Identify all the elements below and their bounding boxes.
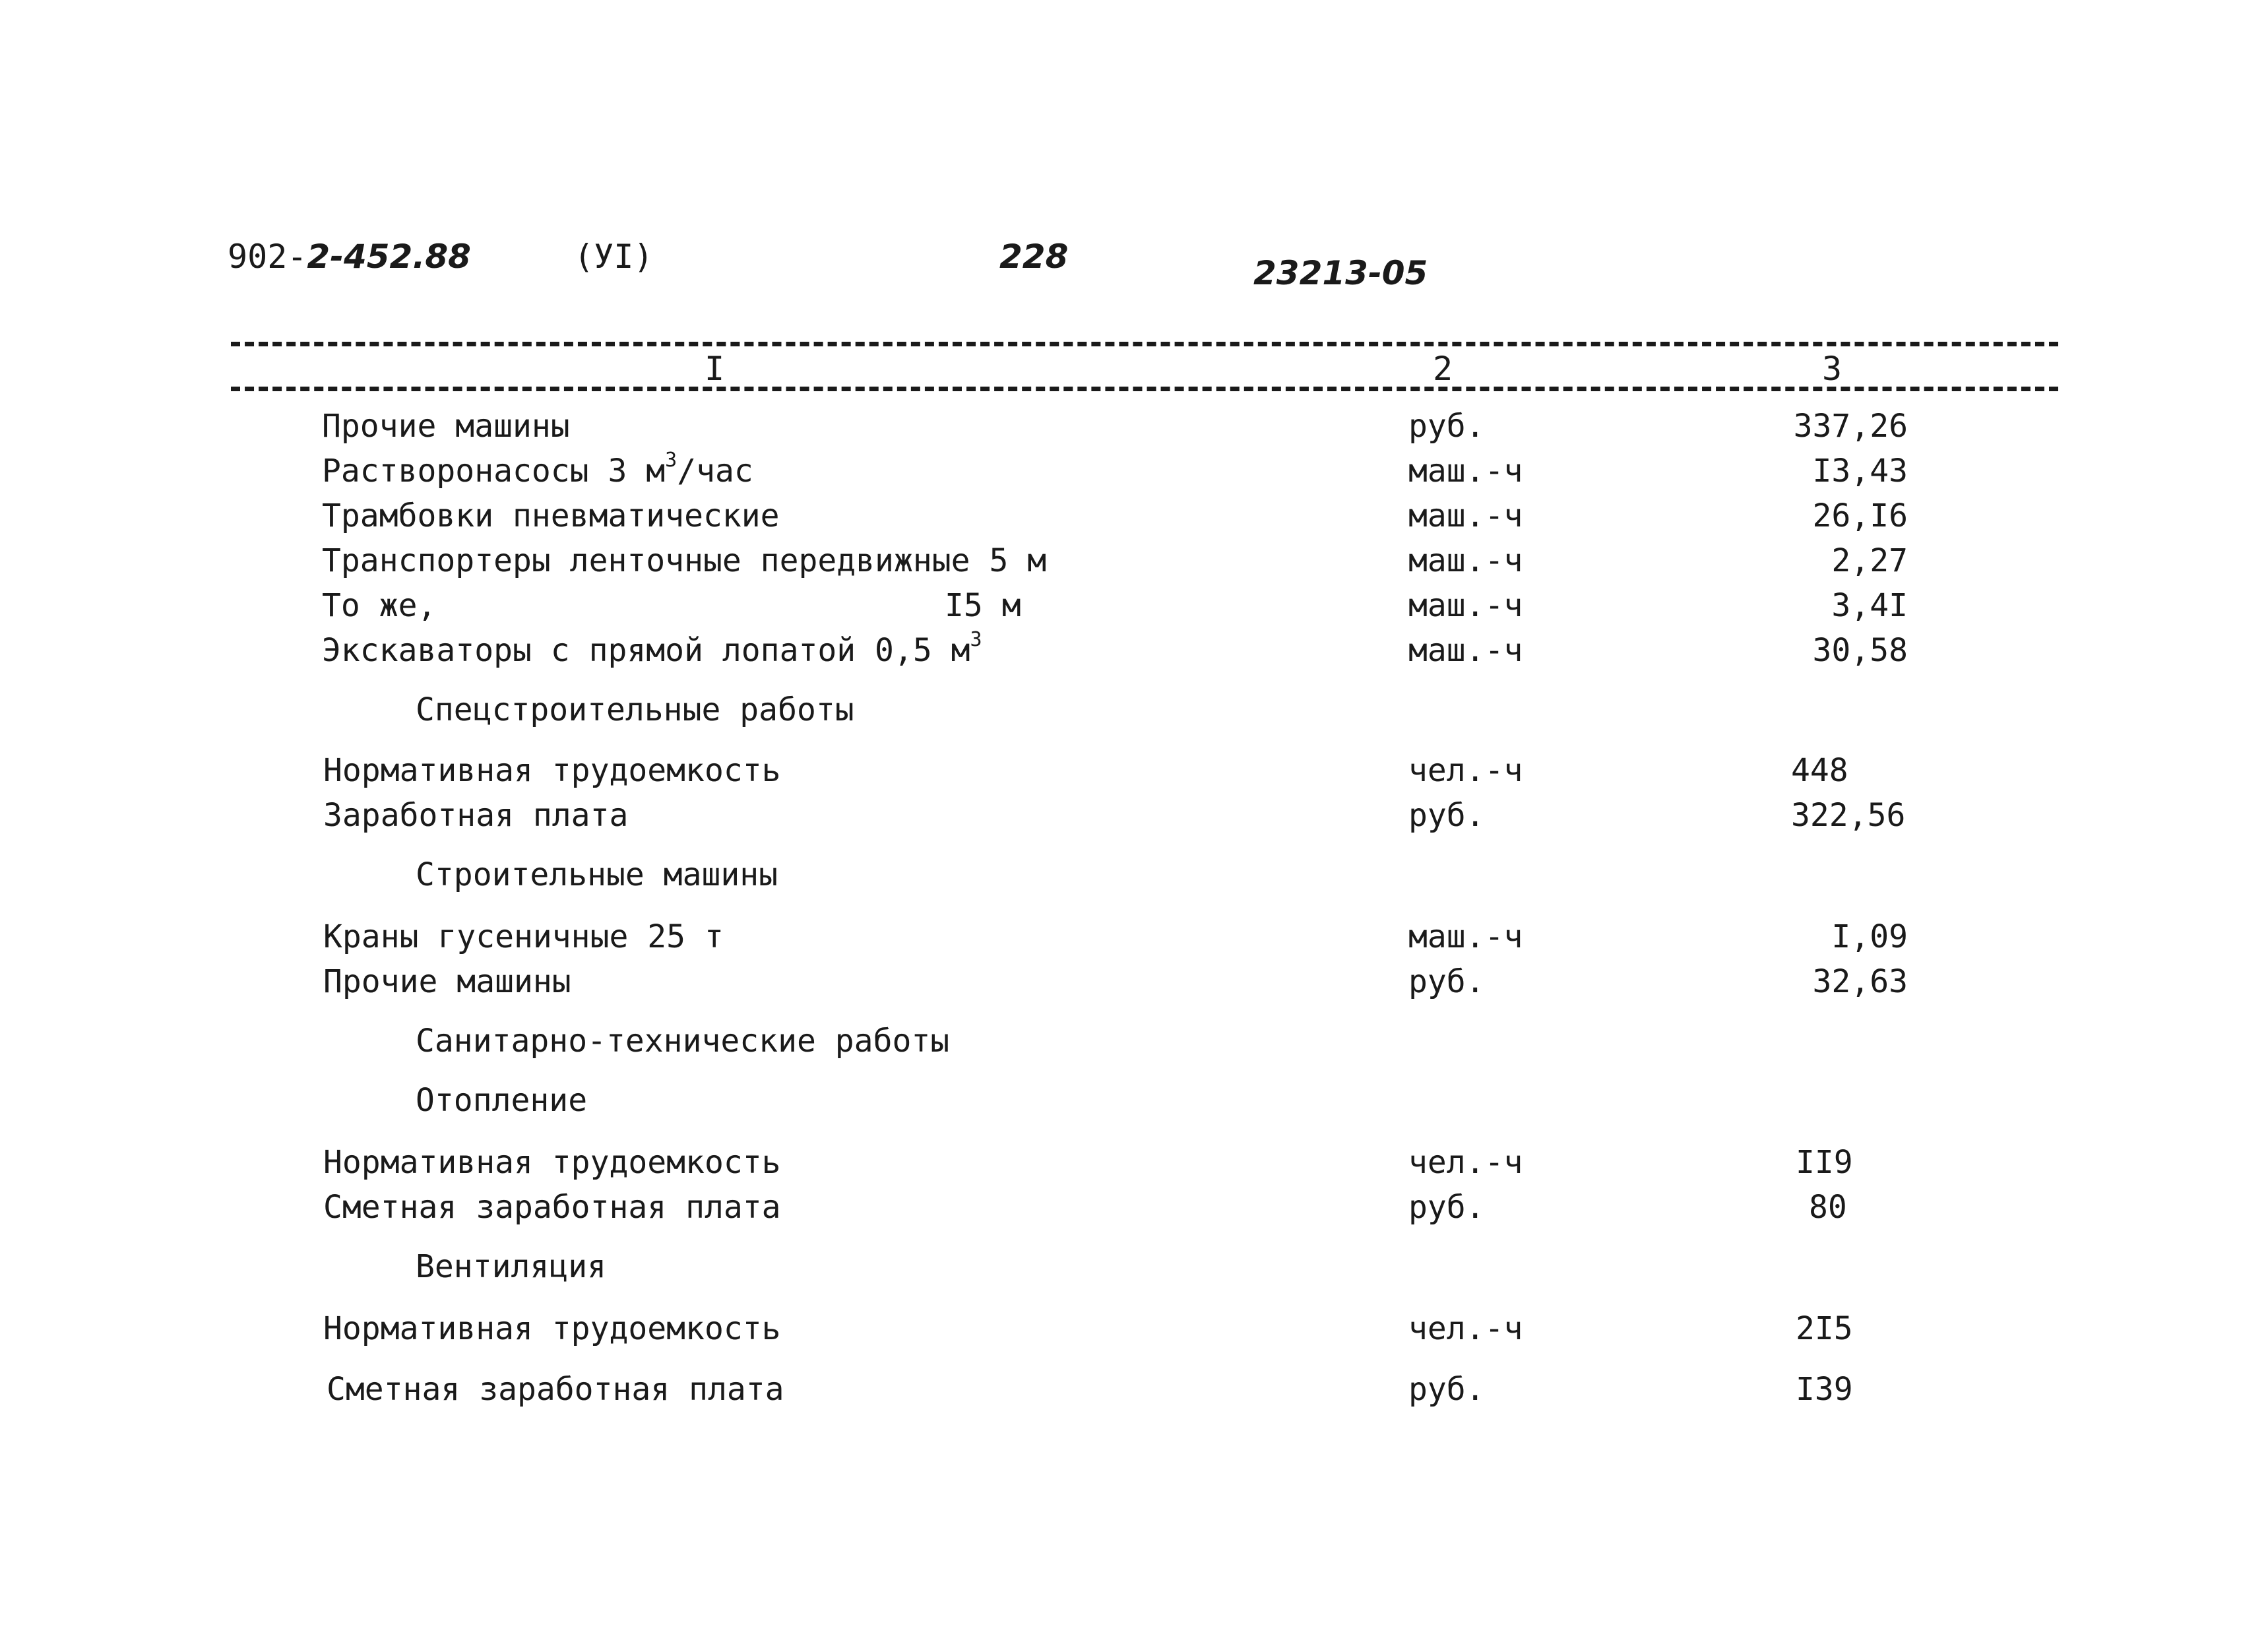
table-row [0,1189,2268,1235]
table-row [0,628,2268,678]
table-top-rule [231,342,2058,346]
table-row [0,963,2268,1009]
column-number-1: I [705,350,725,388]
column-number-3: 3 [1822,350,1843,388]
document-code-handwritten: 2-452.88 [307,238,471,276]
row-value: 2I5 [1796,1310,1853,1347]
row-name: Прочие машины [323,963,571,1000]
row-unit: чел.-ч [1408,752,1523,789]
table-row [0,449,2268,499]
row-unit: чел.-ч [1408,1310,1523,1347]
table-row [0,1371,2268,1417]
row-unit: маш.-ч [1408,587,1523,624]
row-name: Прочие машины [322,408,570,445]
row-value: I,09 [1831,918,1908,955]
table-row [0,587,2268,633]
row-name: Нормативная трудоемкость [323,752,781,789]
row-name: Транспортеры ленточные передвижные 5 м [322,542,1047,579]
table-row [0,1144,2268,1190]
row-unit: маш.-ч [1408,632,1523,669]
row-name: Нормативная трудоемкость [323,1310,781,1347]
section-title-machines: Строительные машины [416,856,778,893]
table-row [0,918,2268,965]
row-value: 322,56 [1791,797,1906,834]
page-number: 228 [999,238,1069,276]
row-unit: чел.-ч [1408,1144,1523,1181]
row-value: 337,26 [1793,408,1908,445]
row-value: 80 [1809,1189,1847,1226]
table-row [0,408,2268,454]
row-name: Заработная плата [323,797,629,834]
section-title-heating: Отопление [416,1082,588,1119]
row-value: 2,27 [1831,542,1908,579]
row-value: 26,I6 [1812,497,1908,534]
row-name: Экскаваторы с прямой лопатой 0,5 $м^3$ [322,628,982,669]
row-unit: руб. [1408,963,1485,1000]
table-row [0,497,2268,544]
row-value: 448 [1791,752,1848,789]
section-title-sanitary: Санитарно-технические работы [416,1023,950,1060]
document-code [228,238,471,276]
table-row [0,542,2268,588]
row-name-extra: I5 м [945,587,1021,624]
row-name: Растворонасосы 3 $м^3$/час [322,449,753,490]
table-row [0,797,2268,843]
row-unit: руб. [1408,1371,1485,1408]
row-name: Нормативная трудоемкость [323,1144,781,1181]
row-value: I39 [1796,1371,1853,1408]
row-name: То же, [322,587,437,624]
inventory-number: 23213-05 [1253,254,1428,292]
section-title-spec: Спецстроительные работы [416,691,854,728]
row-value: 32,63 [1812,963,1908,1000]
row-value: I3,43 [1812,453,1908,490]
row-unit: руб. [1408,797,1485,834]
table-row [0,1310,2268,1356]
row-unit: маш.-ч [1408,918,1523,955]
row-name: Трамбовки пневматические [322,497,780,534]
row-name: Краны гусеничные 25 т [323,918,724,955]
column-number-2: 2 [1433,350,1453,388]
row-unit: руб. [1408,1189,1485,1226]
table-head-rule [231,387,2058,391]
table-row [0,752,2268,798]
document-code-prefix: 902- [228,238,307,276]
section-title-ventilation: Вентиляция [416,1248,606,1285]
volume-number: (УI) [574,238,654,276]
row-value: 3,4I [1831,587,1908,624]
row-name: Сметная заработная плата [323,1189,781,1226]
row-unit: маш.-ч [1408,497,1523,534]
row-unit: маш.-ч [1408,453,1523,490]
row-name: Сметная заработная плата [327,1371,784,1408]
row-value: 30,58 [1812,632,1908,669]
row-value: II9 [1796,1144,1853,1181]
row-unit: руб. [1408,408,1485,445]
row-unit: маш.-ч [1408,542,1523,579]
